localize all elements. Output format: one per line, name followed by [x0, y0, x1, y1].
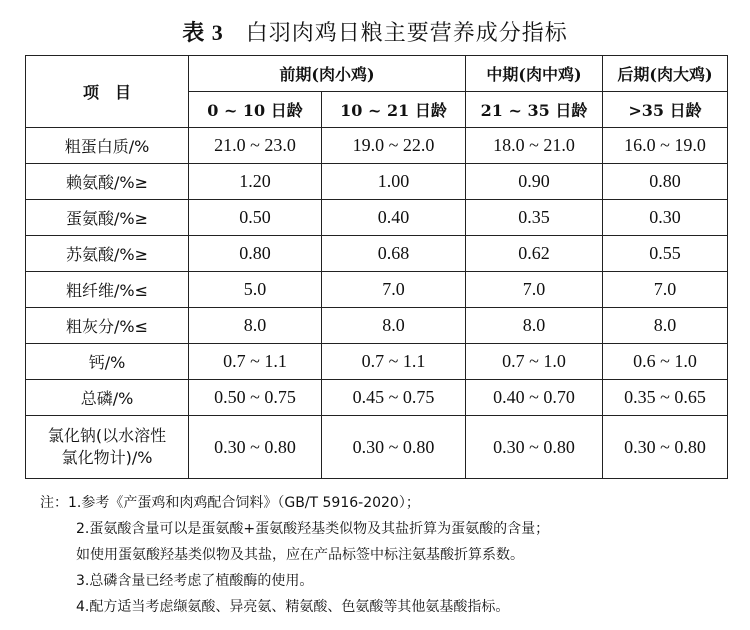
table-cell: 0.50 ~ 0.75	[189, 380, 322, 416]
note-line	[40, 568, 730, 594]
item-header: 项 目	[26, 56, 189, 128]
table-cell: 0.80	[189, 236, 322, 272]
table-cell: 0.80	[603, 164, 728, 200]
note-line	[40, 516, 730, 542]
table-cell: 8.0	[322, 308, 466, 344]
row-label: 赖氨酸/%≥	[26, 164, 189, 200]
table-row	[26, 200, 728, 236]
age-header: 10 ~ 21 日龄	[322, 92, 466, 128]
table-cell: 0.40 ~ 0.70	[466, 380, 603, 416]
age-header: >35 日龄	[603, 92, 728, 128]
note-item: 如使用蛋氨酸羟基类似物及其盐，应在产品标签中标注氨基酸折算系数。	[76, 547, 524, 563]
note-item: 1.参考《产蛋鸡和肉鸡配合饲料》（GB/T 5916-2020）；	[68, 495, 420, 511]
notes-prefix: 注：	[40, 495, 68, 511]
table-cell: 5.0	[189, 272, 322, 308]
row-label: 苏氨酸/%≥	[26, 236, 189, 272]
table-cell: 0.90	[466, 164, 603, 200]
table-cell: 0.30 ~ 0.80	[322, 416, 466, 479]
table-cell: 0.7 ~ 1.1	[189, 344, 322, 380]
table-row	[26, 344, 728, 380]
table-cell: 8.0	[189, 308, 322, 344]
table-cell: 19.0 ~ 22.0	[322, 128, 466, 164]
nutrition-table	[25, 55, 728, 479]
table-title	[0, 16, 750, 47]
period-header-early: 前期(肉小鸡)	[189, 56, 466, 92]
row-label: 粗蛋白质/%	[26, 128, 189, 164]
table-row	[26, 164, 728, 200]
table-row	[26, 308, 728, 344]
note-line	[40, 594, 730, 620]
row-label: 钙/%	[26, 344, 189, 380]
row-label-line: 氯化钠(以水溶性	[47, 426, 167, 445]
period-header-middle: 中期(肉中鸡)	[466, 56, 603, 92]
table-cell: 0.62	[466, 236, 603, 272]
table-cell: 0.45 ~ 0.75	[322, 380, 466, 416]
note-line	[40, 490, 730, 516]
table-cell: 7.0	[322, 272, 466, 308]
table-name: 白羽肉鸡日粮主要营养成分指标	[245, 21, 568, 46]
row-label	[26, 416, 189, 479]
table-cell: 0.30	[603, 200, 728, 236]
table-cell: 0.30 ~ 0.80	[603, 416, 728, 479]
table-cell: 0.6 ~ 1.0	[603, 344, 728, 380]
age-header: 21 ~ 35 日龄	[466, 92, 603, 128]
note-item: 2.蛋氨酸含量可以是蛋氨酸+蛋氨酸羟基类似物及其盐折算为蛋氨酸的含量；	[76, 521, 550, 537]
note-item: 4.配方适当考虑缬氨酸、异亮氨、精氨酸、色氨酸等其他氨基酸指标。	[76, 599, 510, 615]
table-row	[26, 272, 728, 308]
table-cell: 0.50	[189, 200, 322, 236]
table-cell: 0.40	[322, 200, 466, 236]
table-number: 表 3	[182, 20, 224, 45]
note-line	[40, 542, 730, 568]
table-notes	[40, 490, 730, 620]
table-cell: 8.0	[603, 308, 728, 344]
row-label: 粗灰分/%≤	[26, 308, 189, 344]
table-row	[26, 236, 728, 272]
table-cell: 0.35	[466, 200, 603, 236]
table-cell: 7.0	[603, 272, 728, 308]
table-row	[26, 128, 728, 164]
table-cell: 0.7 ~ 1.0	[466, 344, 603, 380]
table-cell: 18.0 ~ 21.0	[466, 128, 603, 164]
table-row	[26, 416, 728, 479]
age-header: 0 ~ 10 日龄	[189, 92, 322, 128]
table-cell: 0.30 ~ 0.80	[189, 416, 322, 479]
table-cell: 0.55	[603, 236, 728, 272]
table-cell: 1.00	[322, 164, 466, 200]
table-cell: 16.0 ~ 19.0	[603, 128, 728, 164]
note-item: 3.总磷含量已经考虑了植酸酶的使用。	[76, 573, 314, 589]
table-cell: 1.20	[189, 164, 322, 200]
row-label: 总磷/%	[26, 380, 189, 416]
table-cell: 0.35 ~ 0.65	[603, 380, 728, 416]
table-cell: 7.0	[466, 272, 603, 308]
header-row-periods	[26, 56, 728, 92]
row-label: 粗纤维/%≤	[26, 272, 189, 308]
table-cell: 0.30 ~ 0.80	[466, 416, 603, 479]
table-cell: 21.0 ~ 23.0	[189, 128, 322, 164]
period-header-late: 后期(肉大鸡)	[603, 56, 728, 92]
table-cell: 0.7 ~ 1.1	[322, 344, 466, 380]
row-label: 蛋氨酸/%≥	[26, 200, 189, 236]
table-cell: 8.0	[466, 308, 603, 344]
table-row	[26, 380, 728, 416]
row-label-line: 氯化物计)/%	[61, 448, 153, 467]
table-cell: 0.68	[322, 236, 466, 272]
